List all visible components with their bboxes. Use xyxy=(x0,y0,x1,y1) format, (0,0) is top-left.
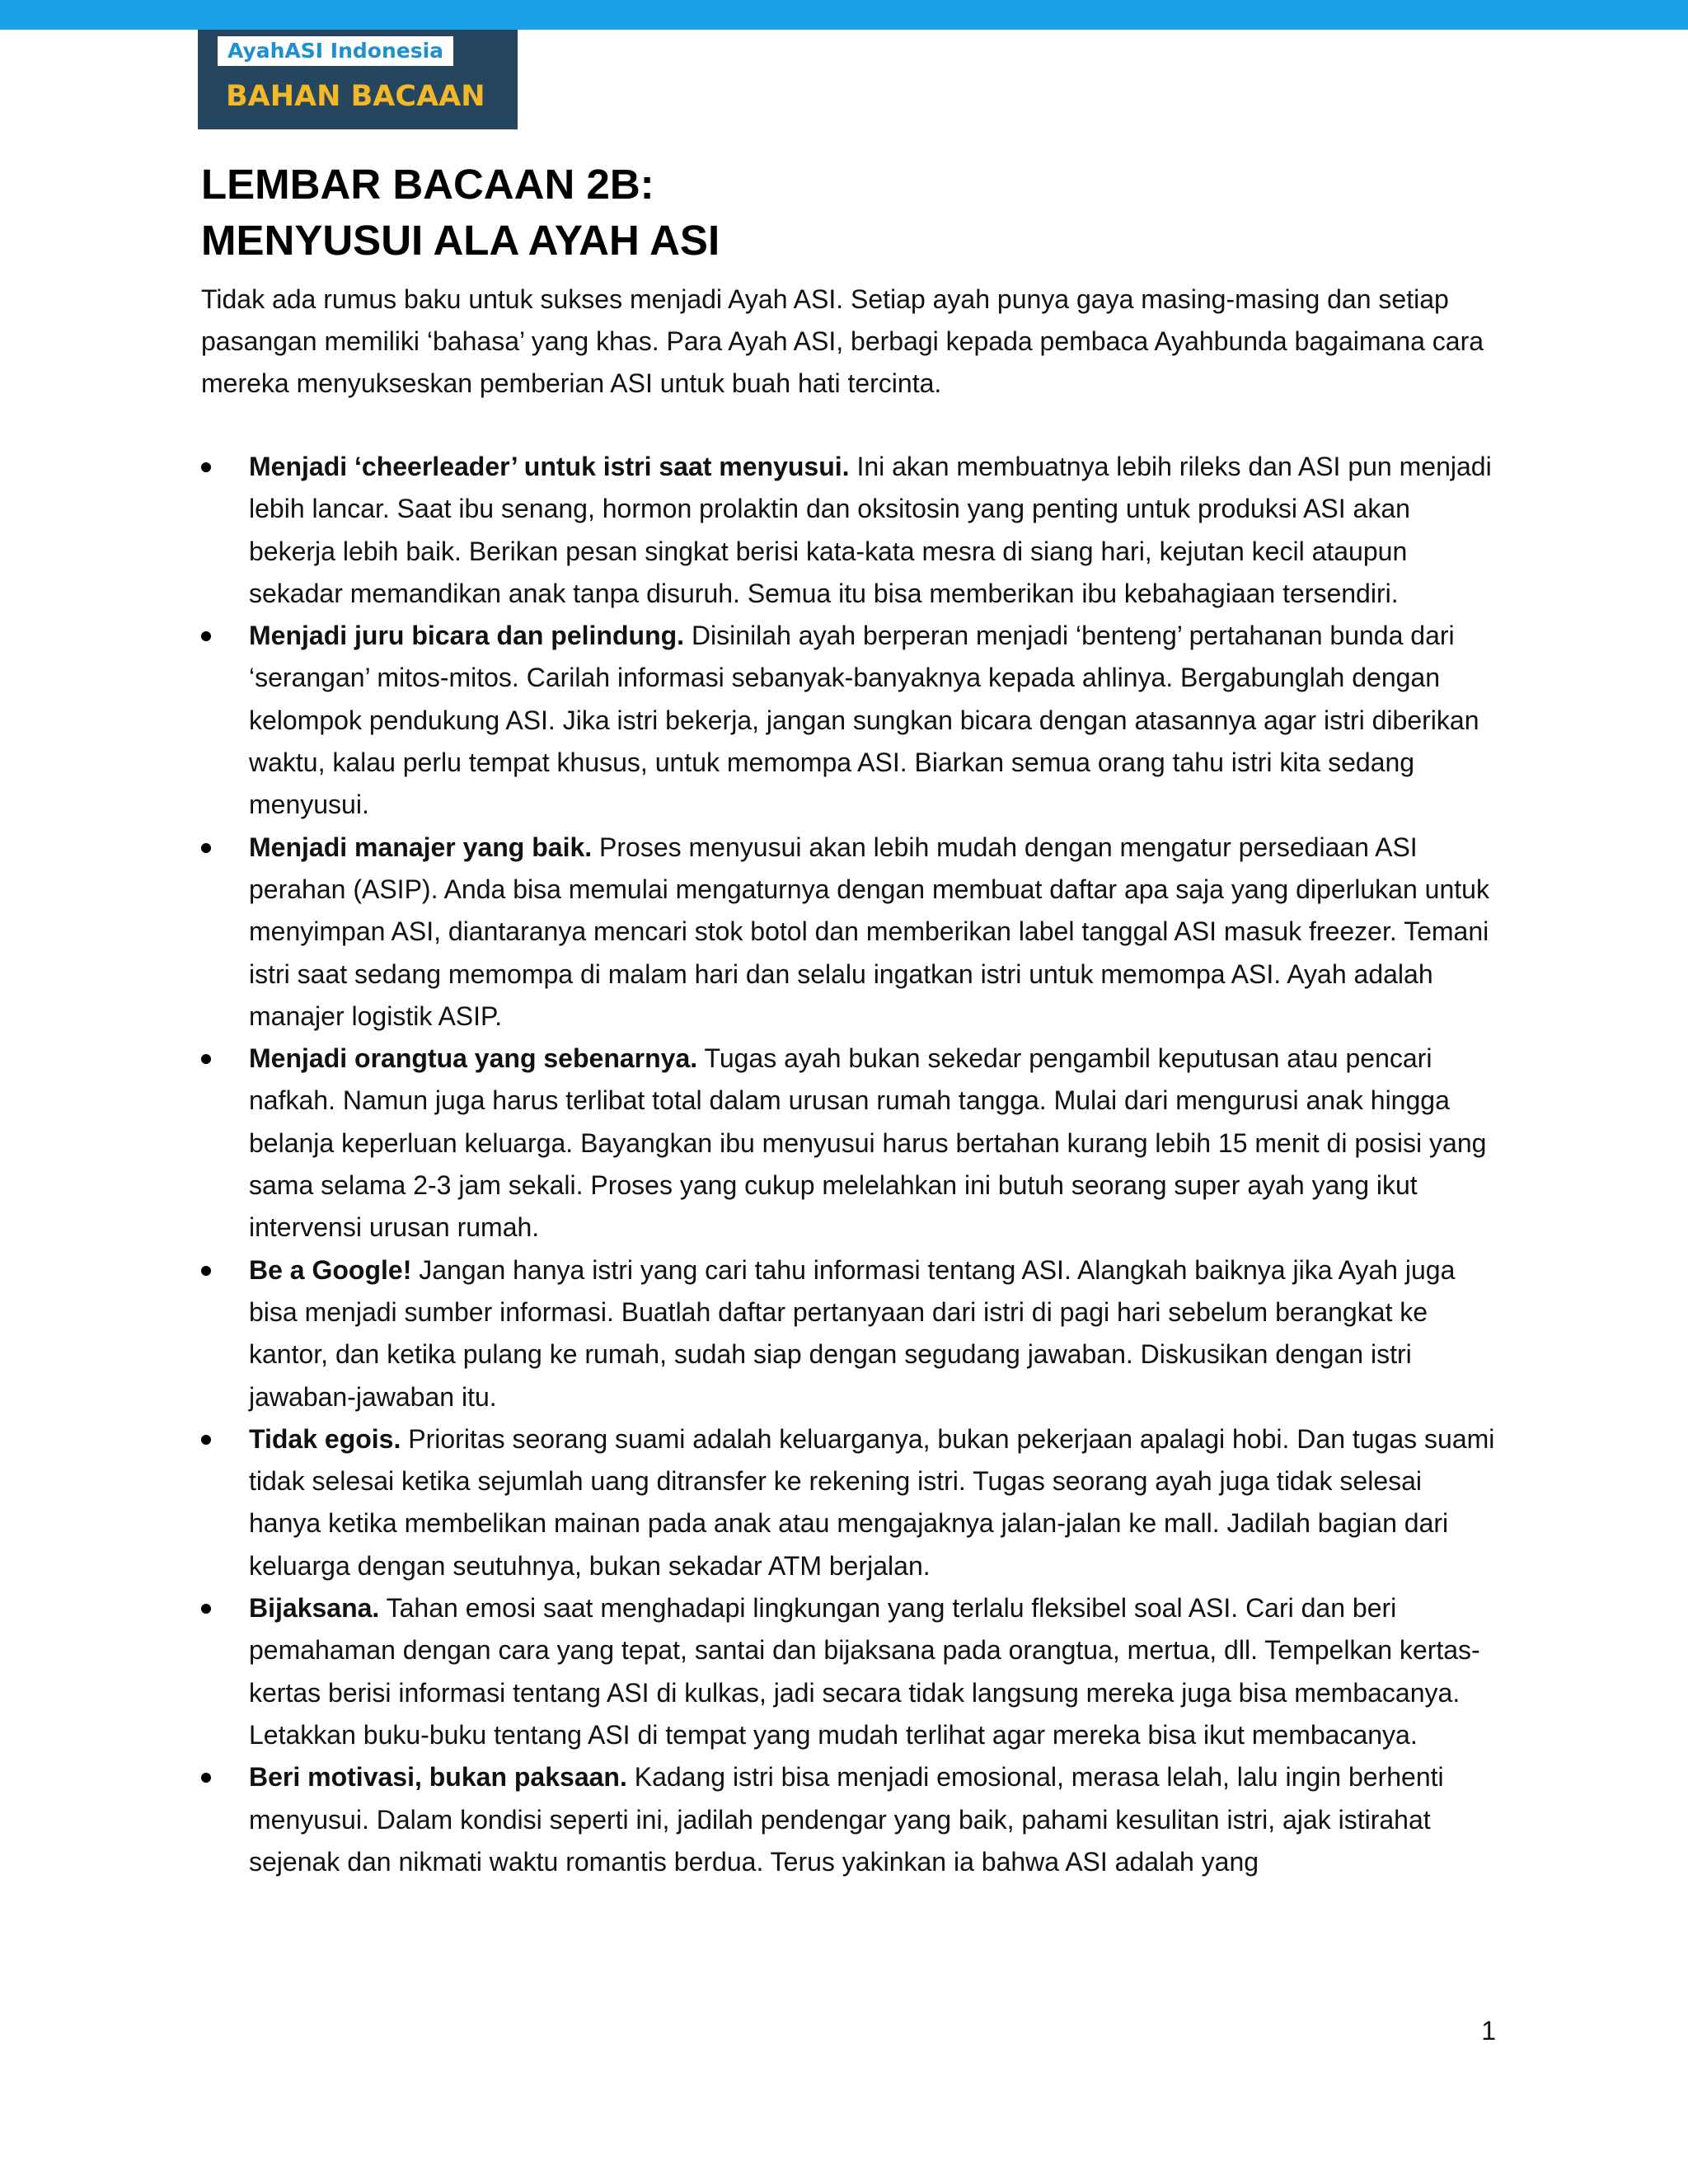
tip-text: Jangan hanya istri yang cari tahu informasi tentang ASI. Alangkah baiknya jika Ayah juga bisa menjadi sumber informasi. Buatlah daftar pertanyaan dari istri di pagi hari sebelum berangkat ke kantor, dan ketika pulang ke rumah, sudah siap dengan segudang jawaban. Diskusikan dengan istri jawaban-jawaban itu. xyxy=(249,1254,1456,1412)
bullet-icon xyxy=(201,1773,211,1783)
tip-item xyxy=(249,1756,1495,1883)
bullet-icon xyxy=(201,843,211,853)
page-title-line-1: LEMBAR BACAAN 2B: xyxy=(201,161,654,208)
tip-text: Tugas ayah bukan sekedar pengambil keputusan atau pencari nafkah. Namun juga harus terlibat total dalam urusan rumah tangga. Mulai dari mengurusi anak hingga belanja keperluan keluarga. Bayangkan ibu menyusui harus bertahan kurang lebih 15 menit di posisi yang sama selama 2-3 jam sekali. Proses yang cukup melelahkan ini butuh seorang super ayah yang ikut intervensi urusan rumah. xyxy=(249,1043,1487,1243)
tip-heading: Menjadi juru bicara dan pelindung. xyxy=(249,621,685,651)
tip-item xyxy=(249,1038,1495,1249)
tip-item xyxy=(249,1418,1495,1587)
tip-heading: Menjadi orangtua yang sebenarnya. xyxy=(249,1043,698,1074)
tip-item xyxy=(249,827,1495,1038)
tip-text: Tahan emosi saat menghadapi lingkungan yang terlalu fleksibel soal ASI. Cari dan beri pemahaman dengan cara yang tepat, santai dan bijaksana pada orangtua, mertua, dll. Tempelkan kertas-kertas berisi informasi tentang ASI di kulkas, jadi secara tidak langsung mereka juga bisa membacanya. Letakkan buku-buku tentang ASI di tempat yang mudah terlihat agar mereka bisa ikut membacanya. xyxy=(249,1593,1480,1750)
tip-text: Kadang istri bisa menjadi emosional, merasa lelah, lalu ingin berhenti menyusui. Dalam kondisi seperti ini, jadilah pendengar yang baik, pahami kesulitan istri, ajak istirahat sejenak dan nikmati waktu romantis berdua. Terus yakinkan ia bahwa ASI adalah yang xyxy=(249,1762,1444,1877)
page-number: 1 xyxy=(1481,2016,1496,2046)
bullet-icon xyxy=(201,631,211,641)
tips-list xyxy=(249,446,1495,1883)
tip-item xyxy=(249,615,1495,826)
tip-heading: Be a Google! xyxy=(249,1254,412,1285)
tip-text: Disinilah ayah berperan menjadi ‘benteng’ pertahanan bunda dari ‘serangan’ mitos-mitos. Carilah informasi sebanyak-banyaknya kepada ahlinya. Bergabunglah dengan kelompok pendukung ASI. Jika istri bekerja, jangan sungkan bicara dengan atasannya agar istri diberikan waktu, kalau perlu tempat khusus, untuk memompa ASI. Biarkan semua orang tahu istri kita sedang menyusui. xyxy=(249,621,1479,820)
tip-text: Proses menyusui akan lebih mudah dengan mengatur persediaan ASI perahan (ASIP). Anda bisa memulai mengaturnya dengan membuat daftar apa saja yang diperlukan untuk menyimpan ASI, diantaranya mencari stok botol dan memberikan label tanggal ASI masuk freezer. Temani istri saat sedang memompa di malam hari dan selalu ingatkan istri untuk memompa ASI. Ayah adalah manajer logistik ASIP. xyxy=(249,832,1489,1031)
top-accent-bar xyxy=(0,0,1688,30)
intro-paragraph: Tidak ada rumus baku untuk sukses menjadi Ayah ASI. Setiap ayah punya gaya masing-masing dan setiap pasangan memiliki ‘bahasa’ yang khas. Para Ayah ASI, berbagi kepada pembaca Ayahbunda bagaimana cara mereka menyukseskan pemberian ASI untuk buah hati tercinta. xyxy=(201,284,1484,398)
tip-heading: Bijaksana. xyxy=(249,1593,380,1624)
tip-text: Ini akan membuatnya lebih rileks dan ASI pun menjadi lebih lancar. Saat ibu senang, hormon prolaktin dan oksitosin yang penting untuk produksi ASI akan bekerja lebih baik. Berikan pesan singkat berisi kata-kata mesra di siang hari, kejutan kecil ataupun sekadar memandikan anak tanpa disuruh. Semua itu bisa memberikan ibu kebahagiaan tersendiri. xyxy=(249,452,1492,608)
tip-heading: Tidak egois. xyxy=(249,1423,401,1454)
header-badge xyxy=(198,30,518,129)
page-title xyxy=(201,157,720,269)
section-label: BAHAN BACAAN xyxy=(226,80,485,113)
tip-item xyxy=(249,1249,1495,1418)
tip-heading: Beri motivasi, bukan paksaan. xyxy=(249,1762,627,1793)
bullet-icon xyxy=(201,462,211,472)
bullet-icon xyxy=(201,1435,211,1445)
brand-label: AyahASI Indonesia xyxy=(218,36,453,66)
bullet-icon xyxy=(201,1054,211,1064)
tip-item xyxy=(249,1587,1495,1756)
tip-heading: Menjadi manajer yang baik. xyxy=(249,832,593,862)
page-title-line-2: MENYUSUI ALA AYAH ASI xyxy=(201,217,720,264)
bullet-icon xyxy=(201,1604,211,1614)
bullet-icon xyxy=(201,1266,211,1276)
tip-heading: Menjadi ‘cheerleader’ untuk istri saat menyusui. xyxy=(249,452,850,481)
tip-item xyxy=(249,446,1495,615)
tip-text: Prioritas seorang suami adalah keluarganya, bukan pekerjaan apalagi hobi. Dan tugas suami tidak selesai ketika sejumlah uang ditransfer ke rekening istri. Tugas seorang ayah juga tidak selesai hanya ketika membelikan mainan pada anak atau mengajaknya jalan-jalan ke mall. Jadilah bagian dari keluarga dengan seutuhnya, bukan sekadar ATM berjalan. xyxy=(249,1423,1495,1581)
